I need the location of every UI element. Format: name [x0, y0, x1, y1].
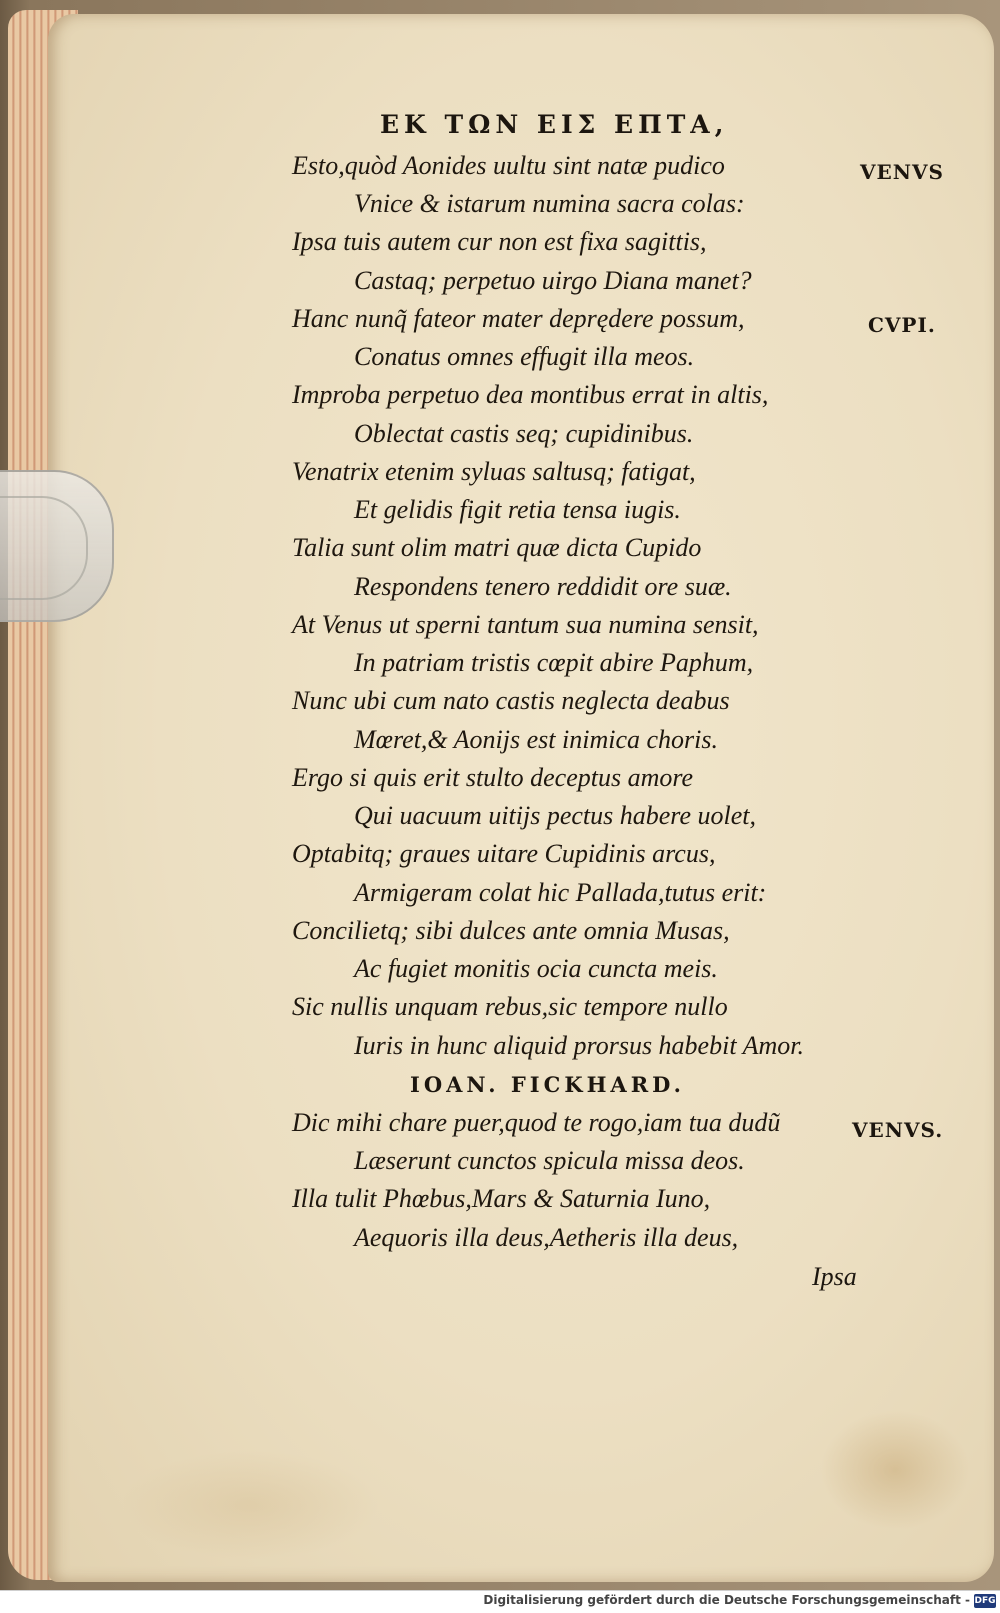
verse-line: Castaq; perpetuo uirgo Diana manet? — [354, 266, 752, 295]
catchword: Ipsa — [812, 1262, 857, 1291]
running-header: ΕΚ ΤΩΝ ΕΙΣ ΕΠΤΑ, — [380, 110, 729, 139]
verse-line: Talia sunt olim matri quæ dicta Cupido — [292, 533, 702, 562]
verse-line: Vnice & istarum numina sacra colas: — [354, 189, 745, 218]
verse-line: Armigeram colat hic Pallada,tutus erit: — [354, 878, 767, 907]
footer-bar — [0, 1590, 1000, 1613]
verse-line: Esto,quòd Aonides uultu sint natæ pudico — [292, 151, 725, 180]
verse-line: Et gelidis figit retia tensa iugis. — [354, 495, 681, 524]
verse-line: Improba perpetuo dea montibus errat in altis, — [292, 380, 769, 409]
verse-line: Aequoris illa deus,Aetheris illa deus, — [354, 1223, 739, 1252]
verse-line: Sic nullis unquam rebus,sic tempore nullo — [292, 992, 728, 1021]
verse-line: In patriam tristis cœpit abire Paphum, — [354, 648, 754, 677]
verse-line: Concilietq; sibi dulces ante omnia Musas, — [292, 916, 730, 945]
verse-line: Venatrix etenim syluas saltusq; fatigat, — [292, 457, 696, 486]
verse-line: Dic mihi chare puer,quod te rogo,iam tua dudũ — [292, 1108, 781, 1137]
speaker-venus: VENVS. — [852, 1118, 944, 1142]
verse-line: Nunc ubi cum nato castis neglecta deabus — [292, 686, 730, 715]
verse-line: Iuris in hunc aliquid prorsus habebit Amor. — [354, 1031, 804, 1060]
funding-credit: Digitalisierung gefördert durch die Deutsche Forschungsgemeinschaft - — [483, 1593, 970, 1607]
verse-line: Optabitq; graues uitare Cupidinis arcus, — [292, 839, 716, 868]
verse-line: Ac fugiet monitis ocia cuncta meis. — [354, 954, 718, 983]
verse-line: Mœret,& Aonijs est inimica choris. — [354, 725, 718, 754]
verse-line: Ergo si quis erit stulto deceptus amore — [292, 763, 694, 792]
verse-line: Ipsa tuis autem cur non est fixa sagittis, — [292, 227, 707, 256]
verse-line: Hanc nunq̃ fateor mater deprędere possum, — [292, 304, 745, 333]
speaker-cupid: CVPI. — [868, 313, 936, 337]
author-heading: IOAN. FICKHARD. — [410, 1072, 685, 1097]
verse-line: Oblectat castis seq; cupidinibus. — [354, 419, 694, 448]
verse-line: Conatus omnes effugit illa meos. — [354, 342, 695, 371]
dfg-logo: DFG — [974, 1596, 996, 1606]
verse-line: Illa tulit Phœbus,Mars & Saturnia Iuno, — [292, 1184, 711, 1213]
verse-line: At Venus ut sperni tantum sua numina sensit, — [292, 610, 759, 639]
verse-line: Qui uacuum uitijs pectus habere uolet, — [354, 801, 756, 830]
speaker-venus: VENVS — [860, 160, 945, 184]
verse-line: Læserunt cunctos spicula missa deos. — [354, 1146, 745, 1175]
verse-line: Respondens tenero reddidit ore suæ. — [354, 572, 732, 601]
